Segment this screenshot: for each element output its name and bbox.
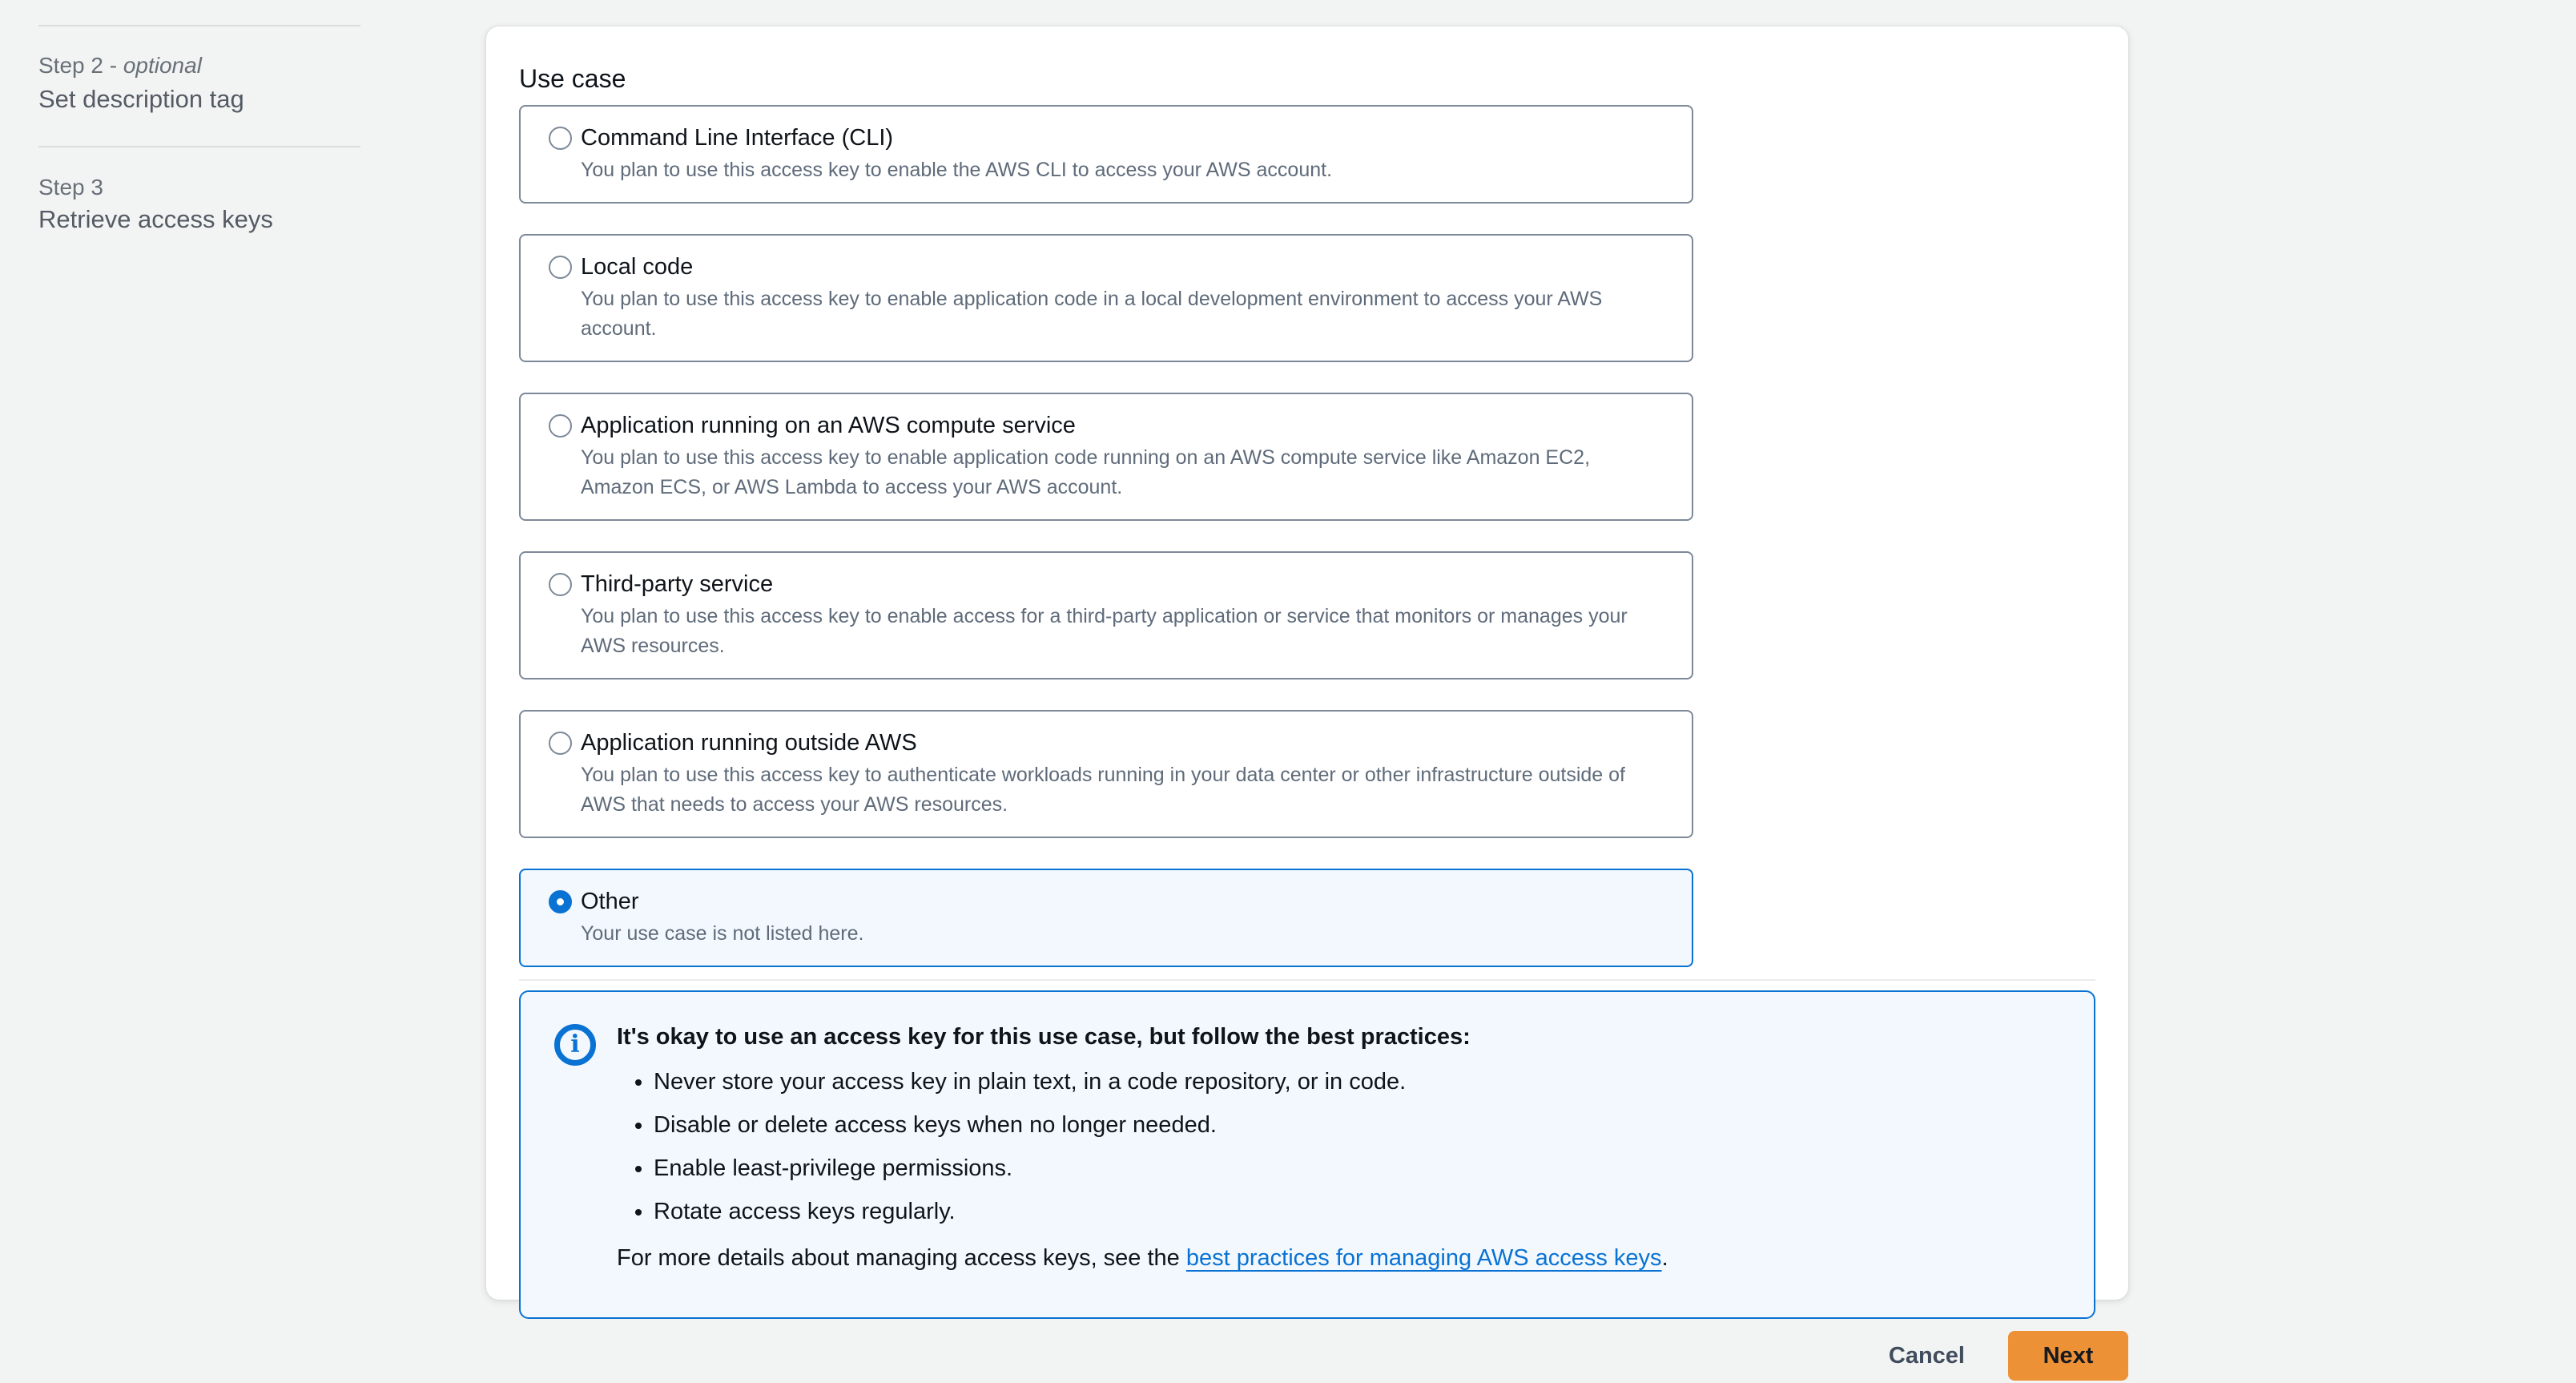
alert-footer-prefix: For more details about managing access keys, see the: [617, 1245, 1186, 1271]
option-title: Application running on an AWS compute service: [581, 413, 1076, 438]
option-title: Local code: [581, 254, 694, 280]
alert-footer-text: [617, 1242, 2062, 1274]
step-2-label-text: Step 2 -: [38, 53, 123, 78]
option-description: You plan to use this access key to enable access for a third-party application or service that monitors or manages your AWS resources.: [581, 605, 1628, 657]
option-description: You plan to use this access key to authenticate workloads running in your data center or other infrastructure outside of AWS that needs to access your AWS resources.: [581, 764, 1626, 816]
sidebar-item-set-description-tag[interactable]: Set description tag: [38, 85, 244, 113]
section-divider: [519, 979, 2095, 981]
option-aws-compute-service[interactable]: [519, 393, 1693, 521]
sidebar-item-retrieve-access-keys[interactable]: Retrieve access keys: [38, 205, 273, 233]
step-3-label-text: Step 3: [38, 175, 103, 200]
option-cli[interactable]: [519, 105, 1693, 204]
option-title: Application running outside AWS: [581, 730, 917, 756]
list-item: • Rotate access keys regularly.: [654, 1196, 2062, 1228]
option-description: You plan to use this access key to enable the AWS CLI to access your AWS account.: [581, 159, 1333, 181]
alert-title: It's okay to use an access key for this use case, but follow the best practices:: [617, 1024, 1471, 1050]
option-local-code-row: [549, 251, 1660, 283]
use-case-container: [486, 26, 2128, 1300]
option-other[interactable]: [519, 869, 1693, 967]
radio-button-icon[interactable]: [549, 256, 572, 279]
best-practices-link[interactable]: best practices for managing AWS access keys: [1185, 1245, 1662, 1271]
best-practices-list: [617, 1066, 2062, 1228]
list-item: • Enable least-privilege permissions.: [654, 1152, 2062, 1184]
option-title: Command Line Interface (CLI): [581, 125, 894, 151]
radio-button-icon[interactable]: [549, 127, 572, 150]
next-button[interactable]: Next: [2008, 1331, 2128, 1381]
best-practices-info-alert: [519, 990, 2095, 1319]
step-2-label: [38, 51, 202, 80]
option-local-code[interactable]: [519, 234, 1693, 362]
info-icon-glyph: i: [570, 1030, 580, 1058]
wizard-actions: [1682, 1331, 2128, 1381]
option-outside-aws-row: [549, 727, 1660, 759]
option-third-party-service[interactable]: [519, 551, 1693, 679]
radio-button-icon[interactable]: [549, 414, 572, 437]
radio-button-icon[interactable]: [549, 732, 572, 755]
sidebar-divider: [38, 146, 360, 147]
option-description: Your use case is not listed here.: [581, 922, 864, 945]
alert-footer-suffix: .: [1661, 1245, 1668, 1271]
radio-button-selected-icon[interactable]: [549, 890, 572, 913]
sidebar-divider: [38, 25, 360, 26]
use-case-heading: Use case: [519, 64, 626, 93]
option-other-row: [549, 885, 1660, 917]
list-item: • Never store your access key in plain text, in a code repository, or in code.: [654, 1066, 2062, 1098]
option-description: You plan to use this access key to enable application code in a local development environment to access your AWS account.: [581, 288, 1603, 340]
step-2-optional-text: optional: [123, 53, 202, 78]
radio-button-icon[interactable]: [549, 573, 572, 596]
info-icon: [554, 1024, 596, 1066]
option-title: Third-party service: [581, 571, 774, 597]
list-item: • Disable or delete access keys when no longer needed.: [654, 1109, 2062, 1141]
option-title: Other: [581, 889, 639, 914]
option-outside-aws[interactable]: [519, 710, 1693, 838]
option-cli-row: [549, 122, 1660, 154]
use-case-radio-group: [519, 105, 1693, 967]
cancel-button[interactable]: Cancel: [1888, 1342, 1965, 1369]
step-3-label: [38, 173, 103, 202]
option-third-party-service-row: [549, 568, 1660, 600]
option-description: You plan to use this access key to enable application code running on an AWS compute service like Amazon EC2, Amazon ECS, or AWS Lambda to access your AWS account.: [581, 446, 1591, 498]
option-aws-compute-service-row: [549, 409, 1660, 442]
